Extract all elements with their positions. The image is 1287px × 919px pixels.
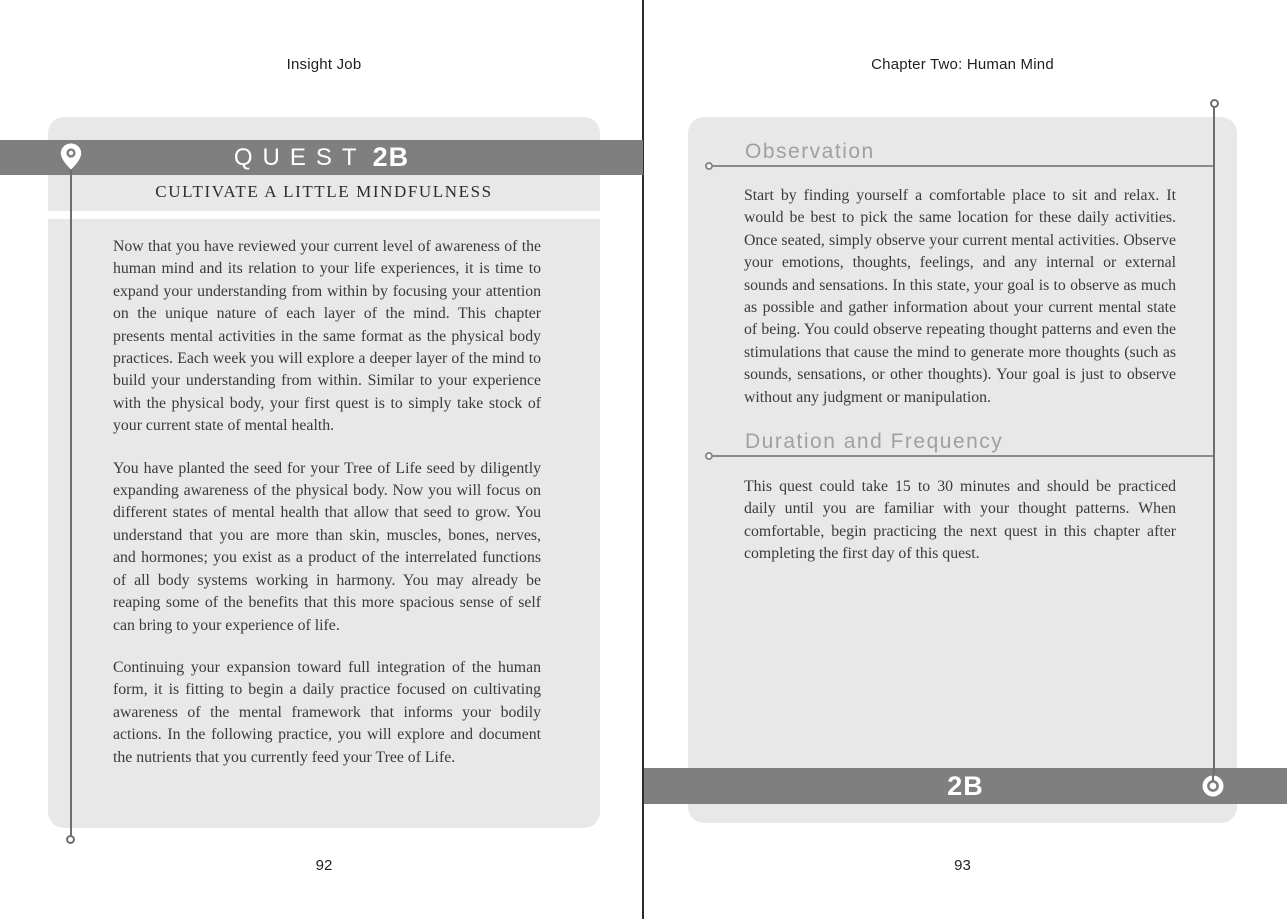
target-icon [1202,775,1224,797]
right-connector-line [1213,107,1215,776]
paragraph: You have planted the seed for your Tree of Life seed by diligently expanding awareness of the physical body. Now you will focus on different states of mental health that allow that seed to grow. You understand that you are more than skin, muscles, bones, nerves, and hormones; you exist as a product of the interrelated functions of all body systems working in harmony. You may already be reaping some of the benefits that this more spacious sense of self can bring to your experience of life. [113,459,541,634]
section-heading-observation: Observation [745,140,875,163]
section-rule-circle [705,452,713,460]
quest-banner-code: 2B [947,770,984,801]
quest-subtitle: CULTIVATE A LITTLE MINDFULNESS [155,182,493,201]
section-rule-circle [705,162,713,170]
observation-body-text [744,185,1176,429]
left-running-header: Insight Job [286,56,362,73]
section-heading-duration: Duration and Frequency [745,430,1004,453]
section-rule [709,455,1215,457]
left-body-text [113,236,541,789]
section-rule [709,165,1215,167]
paragraph: Continuing your expansion toward full integration of the human form, it is fitting to begin a daily practice focused on cultivating awareness of the mental framework that informs your bodily actions. In the following practice, you will explore and document the nutrients that you currently feed your Tree of Life. [113,658,541,766]
paragraph: This quest could take 15 to 30 minutes and should be practiced daily until you are familiar with your thought patterns. When comfortable, begin practicing the next quest in this chapter after completing the first day of this quest. [744,478,1176,563]
map-pin-icon [59,142,83,171]
left-page-number: 92 [315,857,333,874]
left-quest-banner [0,140,643,175]
left-connector-line [70,167,72,839]
quest-banner-code: 2B [372,142,410,172]
paragraph: Start by finding yourself a comfortable place to sit and relax. It would be best to pick the same location for these daily activities. Once seated, simply observe your current mental activities. Observe your emotions, thoughts, feelings, and any internal or external sounds and sensations. In this state, your goal is to observe as much as possible and gather information about your current mental state of being. You could observe repeating thought patterns and even the stimulations that cause the mind to generate more thoughts (such as sounds, sensations, or other thoughts). Your goal is just to observe without any judgment or manipulation. [744,187,1176,406]
quest-banner-label: QUEST [233,143,367,171]
duration-body-text [744,476,1176,586]
left-connector-end-circle [66,835,75,844]
right-running-header: Chapter Two: Human Mind [871,56,1054,73]
paragraph: Now that you have reviewed your current level of awareness of the human mind and its relation to your life experiences, it is time to expand your understanding from within by focusing your attention on the unique nature of each layer of the mind. This chapter presents mental activities in the same format as the physical body practices. Each week you will explore a deeper layer of the mind to build your understanding from within. Similar to your experience with the physical body, your first quest is to simply take stock of your current state of mental health. [113,238,541,435]
right-page-number: 93 [954,857,971,874]
right-quest-banner [644,768,1287,804]
